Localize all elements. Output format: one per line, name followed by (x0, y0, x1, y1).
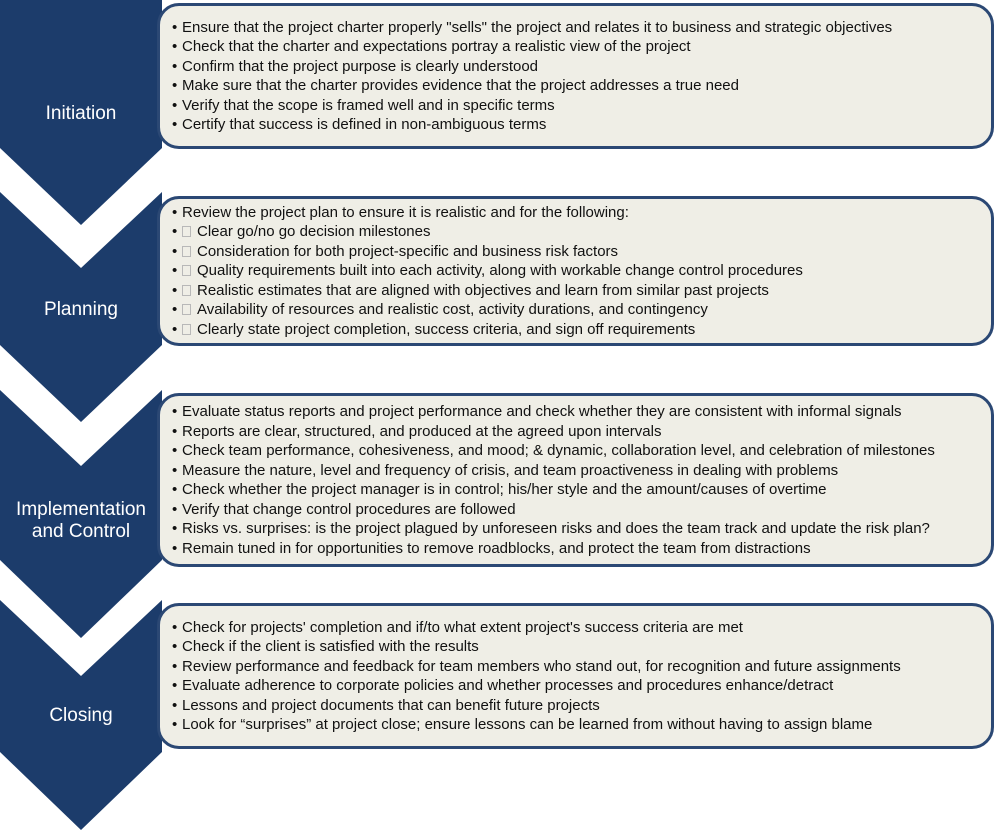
bullet-item (172, 637, 983, 657)
bullet-text: Certify that success is defined in non-ambiguous terms (182, 116, 547, 133)
closing-list (172, 618, 983, 735)
bullet-item (172, 657, 983, 677)
bullet-item (172, 539, 983, 559)
bullet-text: Realistic estimates that are aligned with objectives and learn from similar past projects (197, 281, 769, 299)
bullet-text: Evaluate status reports and project performance and check whether they are consistent with informal signals (182, 403, 902, 420)
bullet-text: Check whether the project manager is in control; his/her style and the amount/causes of overtime (182, 481, 827, 498)
bullet-icon: • (172, 301, 178, 319)
bullet-item (172, 480, 983, 500)
bullet-text: Remain tuned in for opportunities to remove roadblocks, and protect the team from distractions (182, 539, 811, 557)
bullet-icon: • (172, 481, 178, 498)
checkbox-glyph-icon (182, 265, 191, 276)
bullet-text: Lessons and project documents that can benefit future projects (182, 696, 600, 714)
bullet-text: Clearly state project completion, success criteria, and sign off requirements (197, 320, 696, 338)
bullet-text: Check for projects' completion and if/to what extent project's success criteria are met (182, 618, 743, 636)
bullet-text: Review the project plan to ensure it is realistic and for the following: (182, 203, 629, 221)
bullet-icon: • (172, 696, 178, 714)
bullet-text: Clear go/no go decision milestones (197, 223, 431, 241)
phase-label-planning: Planning (44, 299, 118, 320)
bullet-text: Verify that the scope is framed well and in specific terms (182, 96, 555, 114)
bullet-item (172, 37, 983, 57)
phase-label-implementation-control: Implementation and Control (16, 499, 146, 542)
sub-bullet-item (172, 300, 983, 320)
bullet-text: Review performance and feedback for team members who stand out, for recognition and future assignments (182, 657, 901, 675)
closing-box (157, 603, 994, 749)
bullet-icon: • (172, 500, 178, 518)
bullet-item (172, 461, 983, 481)
bullet-text: Consideration for both project-specific and business risk factors (197, 242, 619, 260)
initiation-box (157, 3, 994, 149)
bullet-icon: • (172, 638, 178, 655)
bullet-text: Verify that change control procedures are followed (182, 500, 516, 518)
bullet-icon: • (172, 539, 178, 557)
sub-bullet-item (172, 242, 983, 262)
bullet-icon: • (172, 223, 178, 241)
bullet-item (172, 422, 983, 442)
bullet-item (172, 618, 983, 638)
bullet-text: Ensure that the project charter properly "sells" the project and relates it to business and strategic objectives (182, 18, 893, 36)
bullet-text: Confirm that the project purpose is clearly understood (182, 57, 539, 75)
bullet-item (172, 696, 983, 716)
bullet-text: Check if the client is satisfied with the results (182, 638, 479, 655)
bullet-icon: • (172, 677, 178, 694)
bullet-icon: • (172, 618, 178, 636)
phase-label-initiation: Initiation (45, 103, 117, 124)
bullet-text: Look for “surprises” at project close; ensure lessons can be learned from without having to assign blame (182, 716, 873, 733)
bullet-text: Check team performance, cohesiveness, and mood; & dynamic, collaboration level, and celebration of milestones (182, 442, 935, 459)
phase-label-closing: Closing (49, 705, 113, 726)
bullet-icon: • (172, 422, 178, 440)
bullet-item (172, 18, 983, 38)
sub-bullet-item (172, 320, 983, 340)
bullet-icon: • (172, 96, 178, 114)
implementation-control-list (172, 402, 983, 558)
bullet-icon: • (172, 520, 178, 537)
bullet-icon: • (172, 262, 178, 280)
bullet-text: Check that the charter and expectations portray a realistic view of the project (182, 38, 691, 55)
bullet-text: Quality requirements built into each activity, along with workable change control procedures (197, 262, 803, 280)
checkbox-glyph-icon (182, 324, 191, 335)
bullet-icon: • (172, 242, 178, 260)
bullet-item (172, 96, 983, 116)
bullet-icon: • (172, 38, 178, 55)
bullet-icon: • (172, 18, 178, 36)
sub-bullet-item (172, 261, 983, 281)
bullet-text: Reports are clear, structured, and produced at the agreed upon intervals (182, 422, 662, 440)
initiation-list (172, 18, 983, 135)
bullet-icon: • (172, 320, 178, 338)
bullet-icon: • (172, 657, 178, 675)
checkbox-glyph-icon (182, 226, 191, 237)
bullet-item (172, 676, 983, 696)
bullet-item (172, 115, 983, 135)
bullet-icon: • (172, 461, 178, 479)
bullet-icon: • (172, 281, 178, 299)
bullet-icon: • (172, 403, 178, 420)
bullet-icon: • (172, 77, 178, 94)
bullet-item (172, 57, 983, 77)
bullet-text: Measure the nature, level and frequency of crisis, and team proactiveness in dealing with problems (182, 461, 839, 479)
implementation-control-box (157, 393, 994, 567)
bullet-icon: • (172, 442, 178, 459)
bullet-text: Risks vs. surprises: is the project plagued by unforeseen risks and does the team track and update the risk plan? (182, 520, 930, 537)
bullet-icon: • (172, 116, 178, 133)
bullet-item (172, 76, 983, 96)
bullet-item (172, 519, 983, 539)
bullet-text: Evaluate adherence to corporate policies and whether processes and procedures enhance/detract (182, 677, 834, 694)
sub-bullet-item (172, 281, 983, 301)
planning-box (157, 196, 994, 346)
bullet-icon: • (172, 203, 178, 221)
planning-list (172, 203, 983, 340)
checkbox-glyph-icon (182, 246, 191, 257)
sub-bullet-item (172, 222, 983, 242)
bullet-icon: • (172, 716, 178, 733)
bullet-item (172, 203, 983, 223)
bullet-icon: • (172, 57, 178, 75)
bullet-item (172, 402, 983, 422)
bullet-text: Make sure that the charter provides evidence that the project addresses a true need (182, 77, 739, 94)
bullet-item (172, 715, 983, 735)
bullet-text: Availability of resources and realistic cost, activity durations, and contingency (197, 301, 708, 319)
checkbox-glyph-icon (182, 304, 191, 315)
checkbox-glyph-icon (182, 285, 191, 296)
bullet-item (172, 500, 983, 520)
bullet-item (172, 441, 983, 461)
